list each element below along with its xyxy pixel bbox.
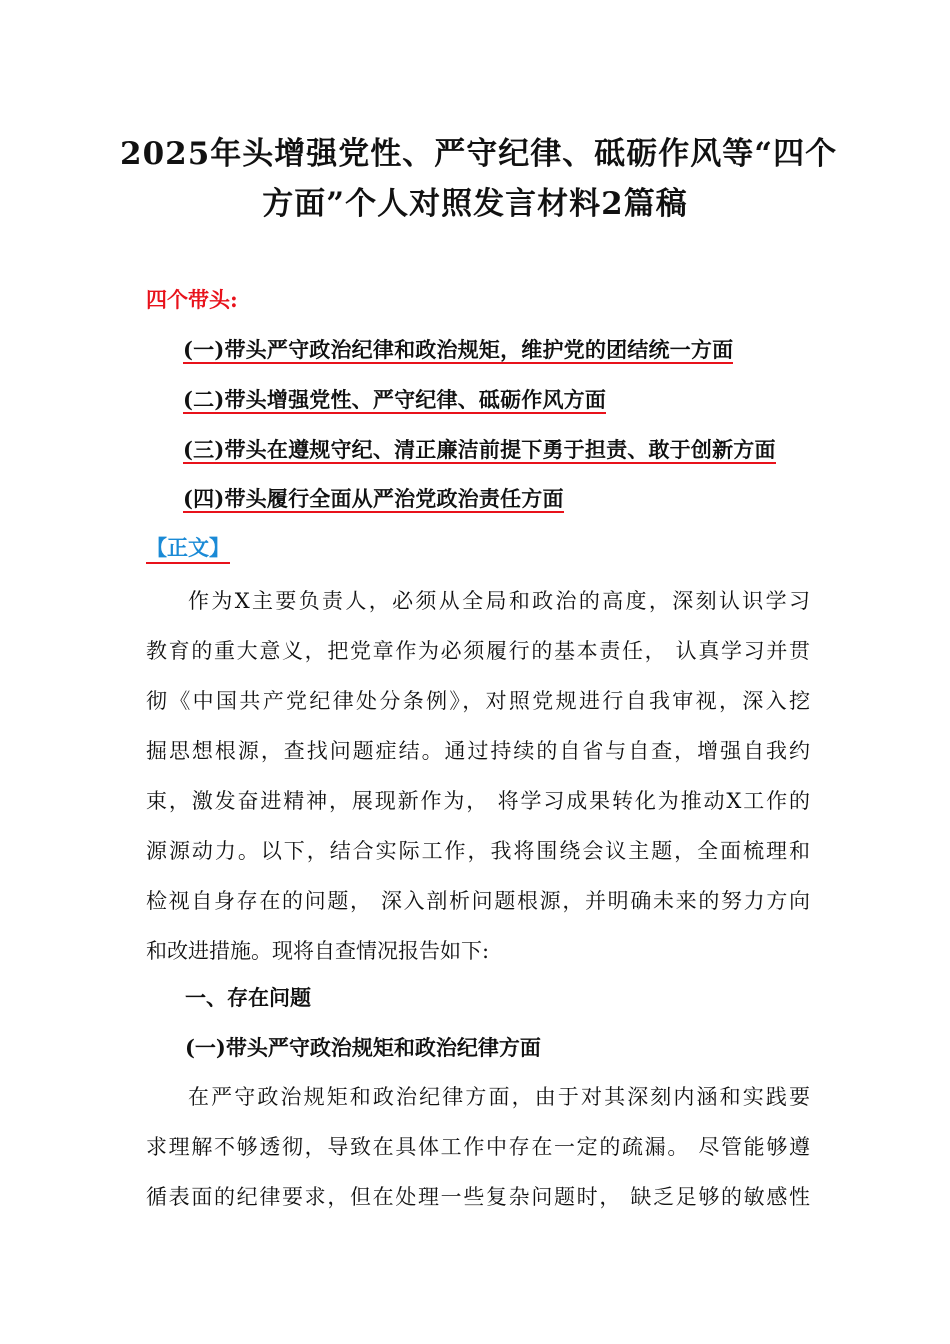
lead-item-1-text: (一)带头严守政治纪律和政治规矩，维护党的团结统一方面 [183,337,734,362]
body-section-tag-underline [146,562,230,564]
section1-line-2: 求理解不够透彻，导致在具体工作中存在一定的疏漏。 尽管能够遵 [146,1135,810,1159]
section1-line-1: 在严守政治规矩和政治纪律方面，由于对其深刻内涵和实践要 [188,1085,810,1109]
section-heading-problems: 一、存在问题 [185,985,311,1010]
body-section-tag [146,532,230,564]
lead-item-1-underline [183,362,733,364]
intro-line-4: 掘思想根源，查找问题症结。通过持续的自省与自查，增强自我约 [146,739,810,763]
lead-item-4-text: (四)带头履行全面从严治党政治责任方面 [183,486,564,511]
lead-item-3-underline [183,462,776,464]
section1-paragraph [146,1072,810,1222]
intro-line-6: 源源动力。以下，结合实际工作，我将围绕会议主题，全面梳理和 [146,839,810,863]
intro-paragraph [146,576,810,976]
intro-line-1: 作为X主要负责人，必须从全局和政治的高度，深刻认识学习 [188,589,810,613]
four-leads-heading: 四个带头: [146,287,238,312]
lead-item-4 [183,483,564,515]
intro-line-3: 彻《中国共产党纪律处分条例》，对照党规进行自我审视，深入挖 [146,689,810,713]
document-title-line-2: 方面”个人对照发言材料2篇稿 [262,186,688,222]
intro-line-7: 检视自身存在的问题， 深入剖析问题根源，并明确未来的努力方向 [146,889,810,913]
lead-item-1 [183,334,733,366]
lead-item-3 [183,434,776,466]
intro-line-5: 束，激发奋进精神，展现新作为， 将学习成果转化为推动X工作的 [146,789,810,813]
lead-item-2-underline [183,412,606,414]
intro-line-2: 教育的重大意义，把党章作为必须履行的基本责任， 认真学习并贯 [146,639,810,663]
section1-line-3: 循表面的纪律要求，但在处理一些复杂问题时， 缺乏足够的敏感性 [146,1185,810,1209]
lead-item-3-text: (三)带头在遵规守纪、清正廉洁前提下勇于担责、敢于创新方面 [183,437,776,462]
document-title-line-1: 2025年头增强党性、严守纪律、砥砺作风等“四个 [120,136,838,172]
lead-item-2-text: (二)带头增强党性、严守纪律、砥砺作风方面 [183,387,607,412]
section-subheading-political-rules: (一)带头严守政治规矩和政治纪律方面 [185,1035,541,1060]
body-section-tag-text: 【正文】 [146,535,230,560]
lead-item-2 [183,384,606,416]
lead-item-4-underline [183,511,564,513]
intro-line-8: 和改进措施。现将自查情况报告如下: [146,939,490,963]
